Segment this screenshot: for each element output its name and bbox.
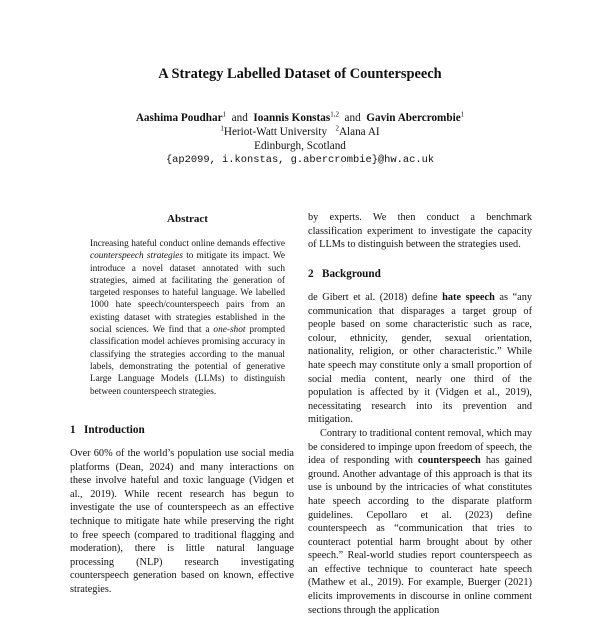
location: Edinburgh, Scotland: [254, 140, 346, 152]
abstract-part: Increasing hateful conduct online demands effective: [90, 239, 285, 249]
section-number: 1: [70, 424, 76, 436]
term-counterspeech: counterspeech: [417, 455, 481, 467]
term-hate-speech: hate speech: [442, 292, 495, 303]
author-block: [0, 111, 600, 167]
author-sup: 1: [222, 110, 227, 119]
author-name: Ioannis Konstas: [253, 112, 331, 124]
affiliation-sup: 2: [335, 124, 339, 133]
background-paragraph-1: [308, 291, 532, 427]
section-heading-background: [308, 268, 381, 280]
author-emails: {ap2099, i.konstas, g.abercrombie}@hw.ac.uk: [165, 154, 435, 166]
abstract-heading: Abstract: [167, 213, 208, 225]
abstract-text: [90, 238, 285, 398]
affiliation: Heriot-Watt University: [223, 126, 328, 138]
paper-title: A Strategy Labelled Dataset of Counterspeech: [158, 66, 442, 82]
text-part: de Gibert et al. (2018) define: [308, 292, 438, 303]
author-sup: 1: [460, 110, 465, 119]
section-title: Background: [321, 268, 381, 280]
text-part: has gained ground. Another advantage of this approach is that its use is unbound by the intricacies of what constitutes hate speech according to the disparate platform guidelines. Cepollaro et al. (2023) define counterspeech as “communication that tries to counteract potential harm brought about by other speech.” Real-world studies report counterspeech as an effective technique to counteract hate speech (Mathew et al., 2019). For example, Buerger (2021) elicits improvements in discourse in online comment sections through the application: [308, 455, 533, 616]
right-column-continuation: by experts. We then conduct a benchmark classification experiment to investigate the capacity of LLMs to distinguish between the strategies used.: [308, 212, 532, 251]
text-part: Contrary to traditional content removal, which may be considered to impinge upon freedom of speech, the idea of responding with: [308, 427, 532, 467]
background-paragraph-2: [308, 427, 532, 617]
author-line: [0, 111, 600, 125]
affiliation: Alana AI: [338, 126, 380, 138]
abstract-emphasis: counterspeech strategies: [90, 251, 184, 262]
background-text: [308, 291, 532, 617]
affiliation-sup: 1: [220, 124, 224, 133]
abstract-part: prompted classification model achieves promising accuracy in classifying the strategies according to the manual labels, demonstrating the potential of generative Large Language Models (LLMs) to distinguish between counterspeech strategies.: [90, 325, 285, 397]
introduction-text: Over 60% of the world’s population use social media platforms (Dean, 2024) and many interactions on these involve hateful and toxic language (Vidgen et al., 2019). While recent research has begun to investigate the use of counterspeech as an effective technique to mitigate hate while preserving the right to free speech (compared to traditional flagging and moderation), there is little natural language processing (NLP) research investigating counterspeech generation based on known, effective strategies.: [70, 448, 294, 595]
text-part: as “any communication that disparages a target group of people based on some characteristic such as race, colour, ethnicity, gender, sexual orientation, nationality, religion, or other characteristic.” While hate speech may constitute only a small proportion of social media content, nearly one third of the population is affected by it (Vidgen et al., 2019), necessitating research into its prevention and mitigation.: [308, 292, 533, 426]
section-title: Introduction: [83, 424, 145, 436]
affiliation-line: [0, 125, 600, 139]
author-sep: and: [231, 112, 248, 124]
author-name: Gavin Abercrombie: [366, 112, 461, 124]
author-sep: and: [344, 112, 361, 124]
abstract-part: to mitigate its impact. We introduce a novel dataset annotated with such strategies, aimed at facilitating the generation of targeted responses to hateful language. We labelled 1000 hate speech/counterspeech pairs from an existing dataset with strategies established in the social sciences. We find that a: [90, 251, 286, 336]
section-number: 2: [308, 268, 314, 280]
author-sup: 1,2: [330, 110, 339, 119]
author-name: Aashima Poudhar: [135, 112, 223, 124]
section-heading-introduction: [70, 424, 145, 436]
abstract-emphasis: one-shot: [213, 325, 246, 336]
